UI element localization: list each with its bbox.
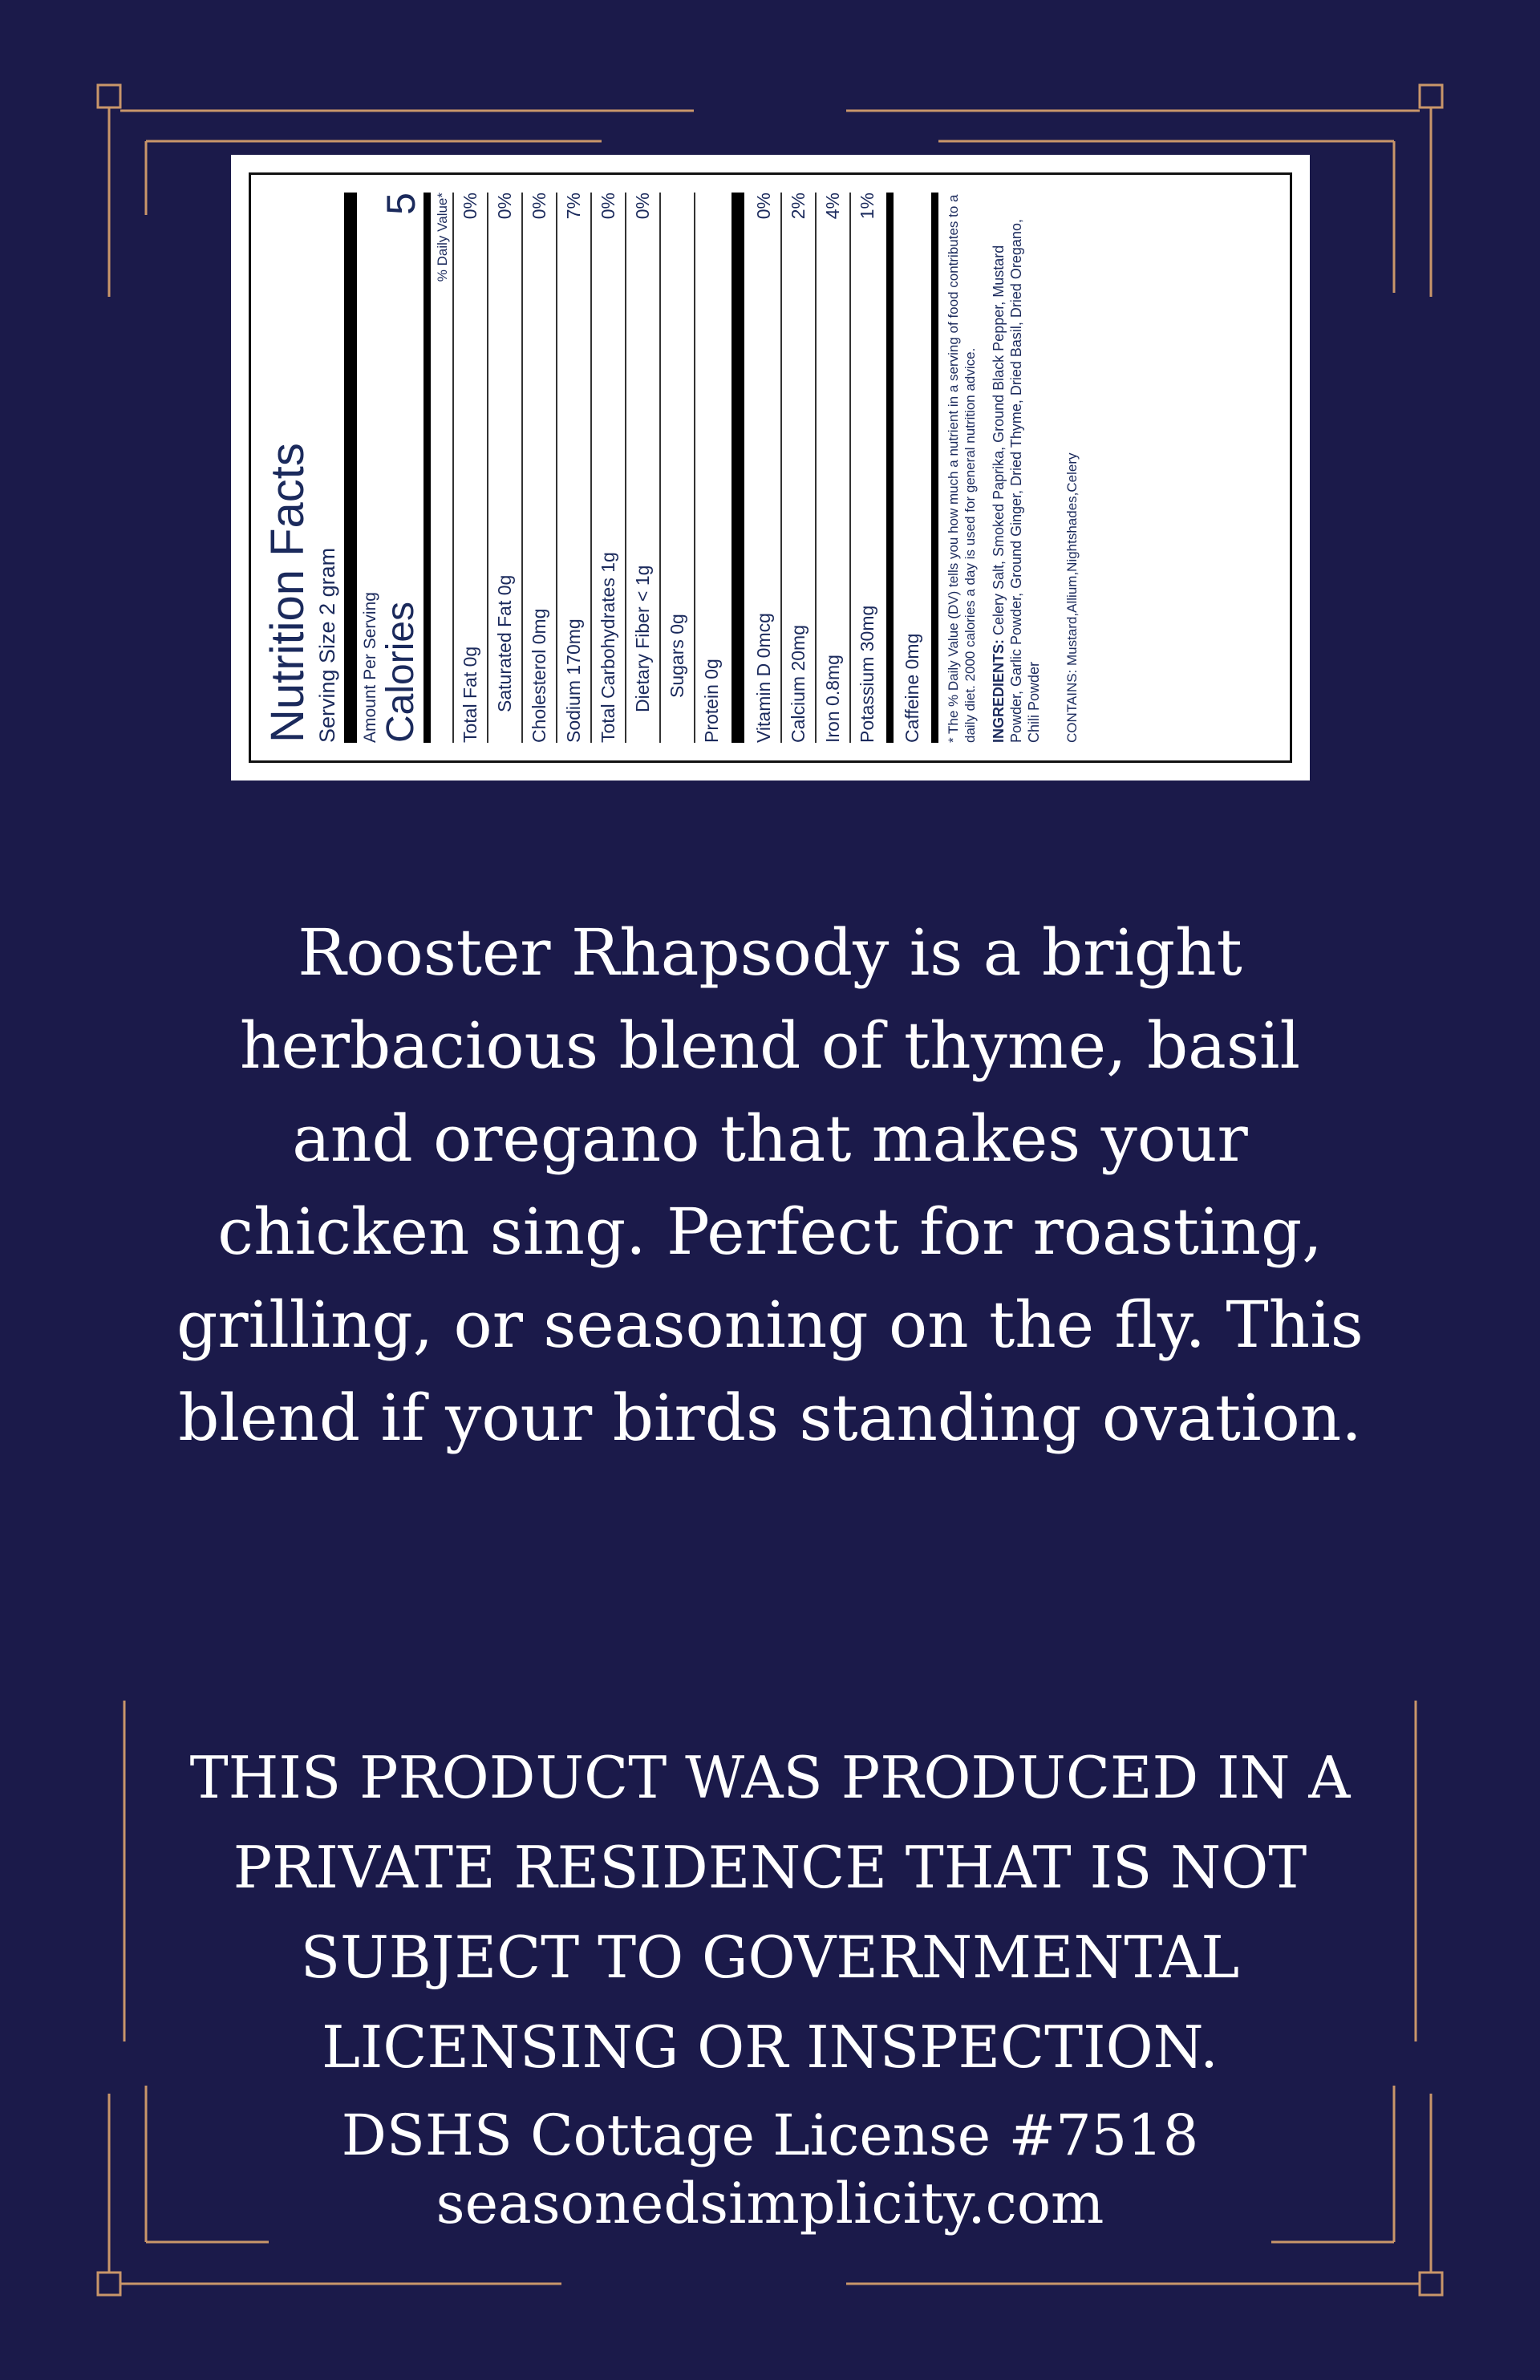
divider-medium: [424, 193, 431, 743]
calories-row: [379, 193, 424, 743]
nutrient-dv: 0%: [494, 193, 515, 220]
disclaimer-line: LICENSING OR INSPECTION.: [322, 2013, 1218, 2081]
nutrient-row: [695, 193, 728, 743]
description-line: blend if your birds standing ovation.: [178, 1381, 1362, 1455]
calories-label: Calories: [379, 601, 422, 743]
nutrient-dv: 0%: [598, 193, 618, 220]
nutrition-facts-panel: [231, 155, 1310, 780]
daily-value-header: % Daily Value*: [435, 193, 450, 282]
nutrient-dv: 2%: [788, 193, 808, 220]
serving-size: Serving Size 2 gram: [315, 547, 339, 743]
nutrient-row: [748, 193, 782, 743]
nutrition-facts-label: [249, 172, 1292, 763]
nutrient-dv: 0%: [460, 193, 480, 220]
nutrient-row: [523, 193, 557, 743]
nutrient-name: Sodium 170mg: [563, 618, 584, 743]
nutrient-dv: 0%: [632, 193, 653, 220]
nutrient-dv: 7%: [563, 193, 584, 220]
nutrient-row: [782, 193, 817, 743]
allergen-contains: CONTAINS: Mustard,Allium,Nightshades,Celery: [1064, 452, 1080, 743]
nutrient-name: Protein 0g: [701, 659, 722, 743]
nutrient-row: [817, 193, 851, 743]
calories-value: 5: [379, 193, 424, 215]
description-line: Rooster Rhapsody is a bright: [298, 915, 1242, 990]
nutrient-name: Dietary Fiber < 1g: [632, 565, 653, 712]
nutrient-row: [851, 193, 884, 743]
divider-thick: [344, 193, 357, 743]
nutrient-row: [626, 193, 661, 743]
cottage-food-disclaimer: [144, 1733, 1396, 2092]
nutrient-name: Total Fat 0g: [460, 646, 480, 743]
disclaimer-line: SUBJECT TO GOVERNMENTAL: [300, 1924, 1240, 1991]
ingredients-text: Celery Salt, Smoked Paprika, Ground Black Pepper, Mustard Powder, Garlic Powder, Ground Ginger, Dried Thyme, Dried Basil, Dried Oregano, Chili Powder: [991, 219, 1042, 743]
daily-value-footnote: * The % Daily Value (DV) tells you how much a nutrient in a serving of food contributes to a daily diet. 2000 calories a day is used for general nutrition advice.: [946, 194, 978, 743]
nutrient-row: [661, 193, 695, 743]
description-line: chicken sing. Perfect for roasting,: [217, 1194, 1323, 1269]
nutrition-facts-rotated: [231, 155, 1310, 780]
nutrient-name: Vitamin D 0mcg: [753, 613, 774, 743]
license-number: DSHS Cottage License #7518: [341, 2102, 1199, 2168]
ingredients: [990, 193, 1043, 743]
divider-medium: [931, 193, 938, 743]
nutrient-name: Total Carbohydrates 1g: [598, 552, 618, 743]
nutrient-dv: 1%: [857, 193, 877, 220]
divider-thick: [732, 193, 744, 743]
website-url: seasonedsimplicity.com: [436, 2171, 1104, 2236]
nutrient-row: [488, 193, 523, 743]
disclaimer-line: THIS PRODUCT WAS PRODUCED IN A: [189, 1744, 1351, 1811]
ingredients-label: INGREDIENTS:: [991, 639, 1007, 743]
nutrient-row: [557, 193, 592, 743]
nutrition-title: Nutrition Facts: [261, 443, 314, 743]
nutrient-dv: 0%: [529, 193, 549, 220]
nutrient-row: [592, 193, 626, 743]
nutrient-name: Cholesterol 0mg: [529, 608, 549, 743]
nutrient-name: Sugars 0g: [667, 614, 687, 698]
product-description: [80, 906, 1460, 1465]
description-line: grilling, or seasoning on the fly. This: [176, 1287, 1364, 1362]
nutrient-row: [896, 193, 929, 743]
disclaimer-line: PRIVATE RESIDENCE THAT IS NOT: [233, 1834, 1307, 1901]
divider-medium: [886, 193, 894, 743]
nutrient-name: Saturated Fat 0g: [494, 574, 515, 712]
description-line: herbacious blend of thyme, basil: [239, 1008, 1301, 1083]
amount-per-serving: Amount Per Serving: [361, 592, 379, 743]
description-line: and oregano that makes your: [292, 1101, 1248, 1176]
nutrient-row: [454, 193, 488, 743]
nutrient-name: Iron 0.8mg: [822, 655, 843, 743]
nutrient-name: Caffeine 0mg: [902, 633, 922, 743]
nutrient-name: Potassium 30mg: [857, 605, 877, 743]
nutrient-dv: 4%: [822, 193, 843, 220]
nutrient-name: Calcium 20mg: [788, 625, 808, 743]
nutrient-dv: 0%: [753, 193, 774, 220]
